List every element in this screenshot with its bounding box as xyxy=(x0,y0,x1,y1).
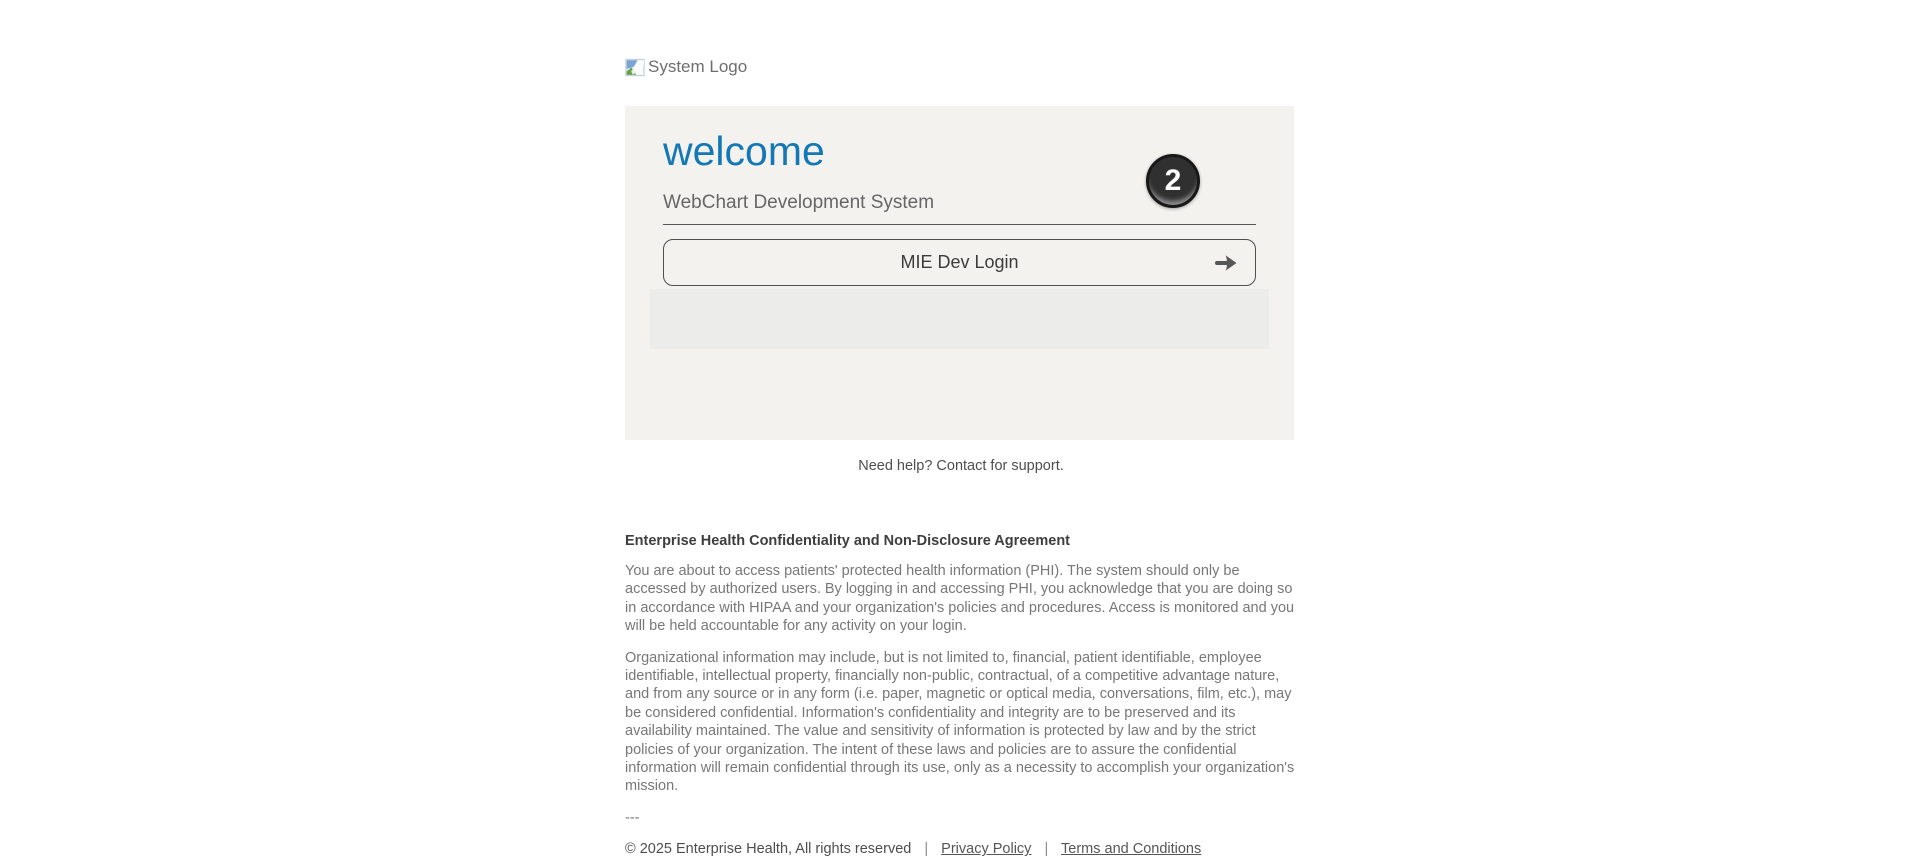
content-column xyxy=(625,0,1297,858)
logo-alt-text: System Logo xyxy=(648,57,748,76)
welcome-heading: welcome xyxy=(663,128,825,174)
terms-and-conditions-link[interactable]: Terms and Conditions xyxy=(1061,841,1202,858)
arrow-right-icon xyxy=(1215,253,1239,273)
login-methods-area xyxy=(650,289,1269,349)
notification-badge: 2 xyxy=(1146,154,1200,208)
broken-image-icon xyxy=(625,57,646,78)
footer xyxy=(625,840,1297,858)
help-text: Need help? Contact for support. xyxy=(858,458,1064,474)
login-card xyxy=(625,106,1294,440)
copyright-text: © 2025 Enterprise Health, All rights reserved xyxy=(625,841,912,858)
footer-divider: | xyxy=(924,841,929,858)
card-divider xyxy=(663,224,1256,225)
privacy-policy-link[interactable]: Privacy Policy xyxy=(941,841,1032,858)
system-name: WebChart Development System xyxy=(663,192,935,213)
agreement-paragraph-1: You are about to access patients' protected health information (PHI). The system should only be accessed by authorized users. By logging in and accessing PHI, you acknowledge that you are doing so in accordance with HIPAA and your organization's policies and procedures. Access is monitored and you will be held accountable for any activity on your login. xyxy=(625,563,1295,635)
agreement-separator: --- xyxy=(625,809,640,826)
agreement-heading: Enterprise Health Confidentiality and Non-Disclosure Agreement xyxy=(625,533,1071,549)
footer-divider: | xyxy=(1044,841,1049,858)
login-button-label: MIE Dev Login xyxy=(900,252,1019,272)
confidentiality-agreement xyxy=(625,532,1301,827)
system-logo xyxy=(625,55,1297,79)
mie-dev-login-button[interactable] xyxy=(663,239,1256,286)
agreement-paragraph-2: Organizational information may include, but is not limited to, financial, patient identifiable, employee identifiable, intellectual property, financially non-public, contractual, of a competitive advantage nature, and from any source or in any form (i.e. paper, magnetic or optical media, conversations, film, etc.), may be considered confidential. Information's confidentiality and integrity are to be preserved and its availability maintained. The value and sensitivity of information is protected by law and by the strict policies of your organization. The intent of these laws and policies are to assure the confidential information will remain confidential through its use, only as a necessity to accomplish your organization's mission. xyxy=(625,649,1295,795)
